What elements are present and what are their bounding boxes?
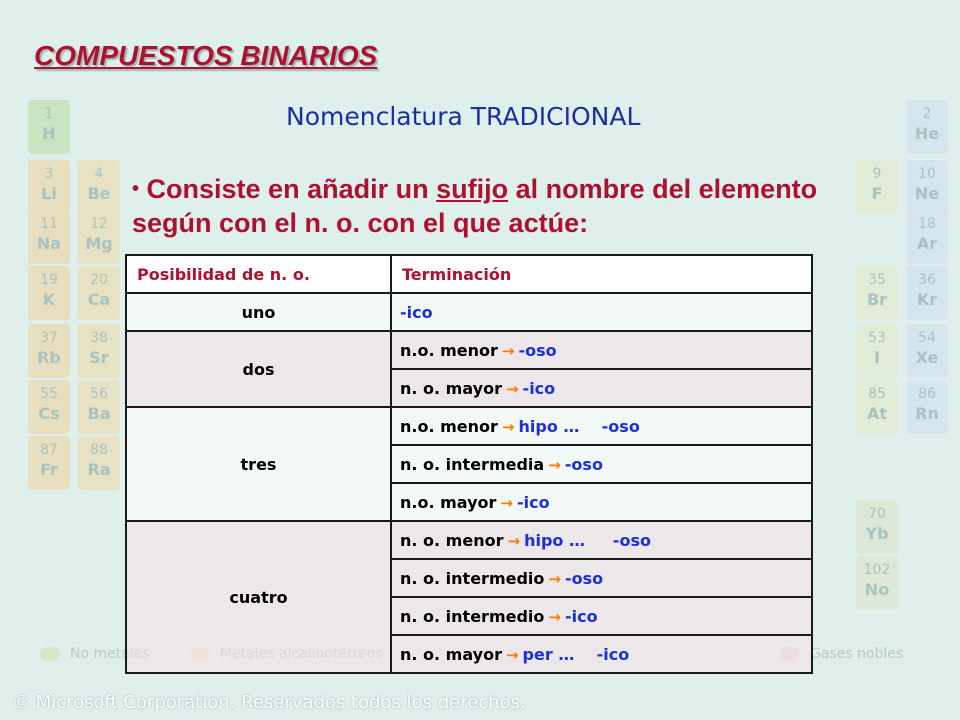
element-cell: 37 Rb — [28, 324, 70, 378]
table-row — [126, 521, 812, 559]
intro-text-2: al nombre del elemento según con el n. o. con el que actúe: — [132, 174, 818, 238]
element-cell: 11 Na — [28, 210, 70, 264]
element-cell: 38 Sr — [78, 324, 120, 378]
termination-cell: n.o. menor → -oso — [391, 331, 812, 369]
nomenclature-table — [125, 254, 813, 674]
arrow-icon: → — [505, 645, 519, 664]
slide-subtitle: Nomenclatura TRADICIONAL — [286, 102, 641, 131]
element-cell: 18 Ar — [906, 210, 948, 264]
intro-underlined: sufijo — [436, 174, 509, 204]
termination-cell: n. o. mayor → per … -ico — [391, 635, 812, 673]
arrow-icon: → — [507, 531, 521, 550]
element-cell: 4 Be — [78, 160, 120, 214]
element-cell: 70 Yb — [856, 500, 898, 554]
element-cell: 19 K — [28, 266, 70, 320]
table-row — [126, 407, 812, 445]
arrow-icon: → — [500, 493, 513, 512]
termination-cell: n. o. mayor → -ico — [391, 369, 812, 407]
table-row — [126, 293, 812, 331]
element-cell: 55 Cs — [28, 380, 70, 434]
element-cell: 102 No — [856, 556, 898, 610]
legend-item: Gases nobles — [780, 646, 903, 662]
header-possibility: Posibilidad de n. o. — [126, 255, 391, 293]
arrow-icon: → — [548, 607, 561, 626]
table-header-row — [126, 255, 812, 293]
arrow-icon: → — [501, 341, 515, 360]
element-cell: 10 Ne — [906, 160, 948, 214]
element-cell: 54 Xe — [906, 324, 948, 378]
legend-item: No metales — [40, 646, 150, 662]
possibility-cell: uno — [126, 293, 391, 331]
element-cell: 53 I — [856, 324, 898, 378]
intro-bullet — [132, 172, 872, 240]
arrow-icon: → — [548, 569, 561, 588]
table-row — [126, 331, 812, 369]
possibility-cell: cuatro — [126, 521, 391, 673]
slide-title: COMPUESTOS BINARIOS — [34, 40, 378, 71]
element-cell: 35 Br — [856, 266, 898, 320]
possibility-cell: tres — [126, 407, 391, 521]
element-cell: 1 H — [28, 100, 70, 154]
termination-cell: n. o. intermedio → -oso — [391, 559, 812, 597]
termination-cell: -ico — [391, 293, 812, 331]
element-cell: 56 Ba — [78, 380, 120, 434]
intro-text-1: Consiste en añadir un — [146, 174, 437, 204]
termination-cell: n. o. intermedio → -ico — [391, 597, 812, 635]
element-cell: 2 He — [906, 100, 948, 154]
arrow-icon: → — [501, 417, 515, 436]
bullet-icon: • — [132, 178, 140, 200]
legend-item: Metales alcalinotérreos — [190, 646, 383, 662]
element-cell: 20 Ca — [78, 266, 120, 320]
element-cell: 36 Kr — [906, 266, 948, 320]
element-cell: 85 At — [856, 380, 898, 434]
header-termination: Terminación — [391, 255, 812, 293]
termination-cell: n.o. mayor → -ico — [391, 483, 812, 521]
arrow-icon: → — [505, 379, 519, 398]
termination-cell: n. o. menor → hipo … -oso — [391, 521, 812, 559]
termination-cell: n. o. intermedia → -oso — [391, 445, 812, 483]
element-cell: 12 Mg — [78, 210, 120, 264]
element-cell: 88 Ra — [78, 436, 120, 490]
arrow-icon: → — [548, 455, 561, 474]
element-cell: 3 Li — [28, 160, 70, 214]
copyright-notice: © Microsoft Corporation. Reservados todos los derechos. — [12, 692, 526, 713]
possibility-cell: dos — [126, 331, 391, 407]
element-cell: 87 Fr — [28, 436, 70, 490]
element-cell: 9 F — [856, 160, 898, 214]
termination-cell: n.o. menor → hipo … -oso — [391, 407, 812, 445]
element-cell: 86 Rn — [906, 380, 948, 434]
